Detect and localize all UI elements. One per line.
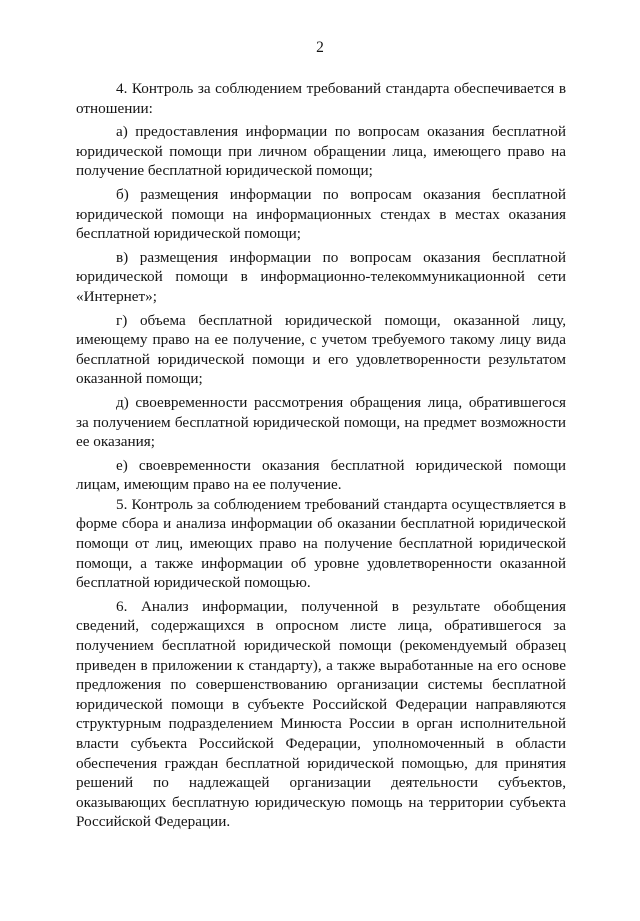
paragraph-4: 4. Контроль за соблюдением требований стандарта обеспечивается в отношении:: [76, 80, 566, 117]
document-body: [76, 79, 566, 832]
paragraph-4f: е) своевременности оказания бесплатной юридической помощи лицам, имеющим право на ее получение.: [76, 456, 566, 494]
paragraph-4a: а) предоставления информации по вопросам оказания бесплатной юридической помощи при личном обращении лица, имеющего право на получение бесплатной юридической помощи;: [76, 123, 566, 180]
paragraph-4e: д) своевременности рассмотрения обращения лица, обратившегося за получением бесплатной юридической помощи, на предмет возможности ее оказания;: [76, 393, 566, 451]
paragraph-4d: г) объема бесплатной юридической помощи, оказанной лицу, имеющему право на ее получение, с учетом требуемого такому лицу вида бесплатной юридической помощи и его удовлетворенности результатом оказанной помощи;: [76, 311, 566, 388]
paragraph-4b: б) размещения информации по вопросам оказания бесплатной юридической помощи на информационных стендах в местах оказания бесплатной юридической помощи;: [76, 185, 566, 243]
paragraph-5: 5. Контроль за соблюдением требований стандарта осуществляется в форме сбора и анализа информации об оказании бесплатной юридической помощи от лиц, имеющих право на получение бесплатной юридической помощи, а также информации об уровне удовлетворенности оказанной бесплатной юридической помощью.: [76, 495, 566, 592]
page-number: 2: [316, 39, 324, 56]
paragraph-6: 6. Анализ информации, полученной в результате обобщения сведений, содержащихся в опросном листе лица, обратившегося за получением бесплатной юридической помощи (рекомендуемый образец приведен в приложении к стандарту), а также выработанные на его основе предложения по совершенствованию организации системы бесплатной юридической помощи в субъекте Российской Федерации направляются структурным подразделением Минюста России в орган исполнительной власти субъекта Российской Федерации, уполномоченный в области обеспечения граждан бесплатной юридической помощью, для принятия решений по надлежащей организации деятельности субъектов, оказывающих бесплатную юридическую помощь на территории субъекта Российской Федерации.: [76, 597, 566, 831]
paragraph-4c: в) размещения информации по вопросам оказания бесплатной юридической помощи в информационно-телекоммуникационной сети «Интернет»;: [76, 248, 566, 305]
